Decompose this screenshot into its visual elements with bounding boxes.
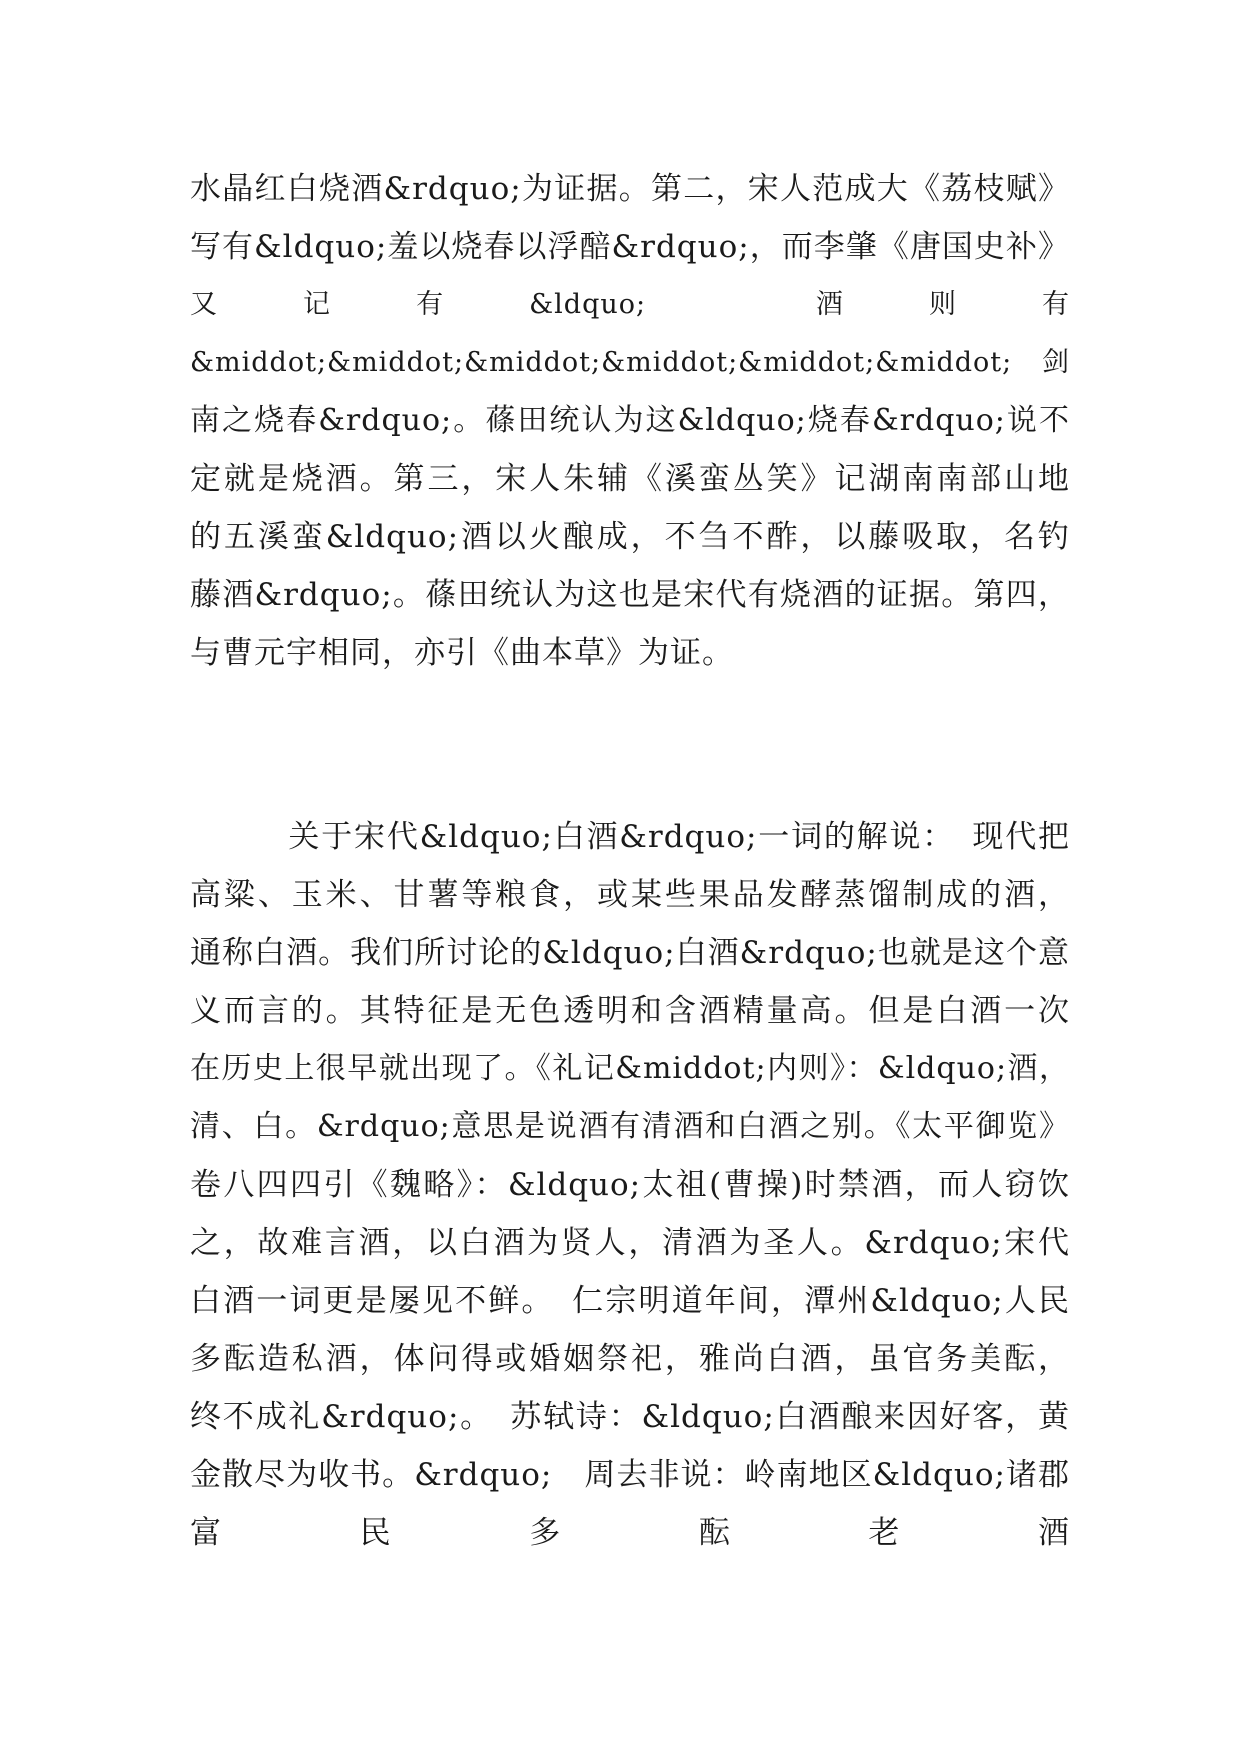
- paragraph-baijiu-evidence: [190, 160, 1070, 682]
- text-line: 藤酒&rdquo;。蓧田统认为这也是宋代有烧酒的证据。第四，: [190, 577, 1070, 613]
- text-line: 多酝造私酒，体问得或婚姻祭祀，雅尚白酒，虽官务美酝，: [190, 1341, 1070, 1377]
- text-line: 关于宋代&ldquo;白酒&rdquo;一词的解说： 现代把: [190, 819, 1070, 855]
- text-line: 南之烧春&rdquo;。蓧田统认为这&ldquo;烧春&rdquo;说不: [190, 403, 1070, 438]
- text-line: 富 民 多 酝 老 酒: [190, 1515, 1070, 1551]
- text-line: 水晶红白烧酒&rdquo;为证据。第二，宋人范成大《荔枝赋》: [190, 171, 1070, 207]
- text-line: 与曹元宇相同，亦引《曲本草》为证。: [190, 635, 734, 671]
- paragraph-song-dynasty-baijiu: [190, 808, 1070, 1562]
- text-line: &middot;&middot;&middot;&middot;&middot;&middot; 剑: [190, 347, 1070, 378]
- text-line: 高粱、玉米、甘薯等粮食，或某些果品发酵蒸馏制成的酒，: [190, 877, 1070, 913]
- text-line: 在历史上很早就出现了。《礼记&middot;内则》：&ldquo;酒，: [190, 1051, 1070, 1086]
- text-line: 义而言的。其特征是无色透明和含酒精量高。但是白酒一次: [190, 993, 1070, 1029]
- text-line: 通称白酒。我们所讨论的&ldquo;白酒&rdquo;也就是这个意: [190, 935, 1070, 971]
- text-line: 写有&ldquo;羞以烧春以浮醅&rdquo;，而李肇《唐国史补》: [190, 229, 1070, 265]
- text-line: 白酒一词更是屡见不鲜。 仁宗明道年间，潭州&ldquo;人民: [190, 1283, 1070, 1319]
- text-line: 之，故难言酒，以白酒为贤人，清酒为圣人。&rdquo;宋代: [190, 1225, 1070, 1261]
- text-line: 金散尽为收书。&rdquo; 周去非说：岭南地区&ldquo;诸郡: [190, 1457, 1070, 1493]
- text-line: 又 记 有 &ldquo; 酒 则 有: [190, 289, 1070, 320]
- text-line: 的五溪蛮&ldquo;酒以火酿成，不刍不酢，以藤吸取，名钓: [190, 519, 1070, 555]
- text-line: 清、白。&rdquo;意思是说酒有清酒和白酒之别。《太平御览》: [190, 1109, 1070, 1144]
- text-line: 卷八四四引《魏略》：&ldquo;太祖(曹操)时禁酒，而人窃饮: [190, 1167, 1070, 1203]
- text-line: 定就是烧酒。第三，宋人朱辅《溪蛮丛笑》记湖南南部山地: [190, 461, 1070, 497]
- text-line: 终不成礼&rdquo;。 苏轼诗：&ldquo;白酒酿来因好客，黄: [190, 1399, 1070, 1435]
